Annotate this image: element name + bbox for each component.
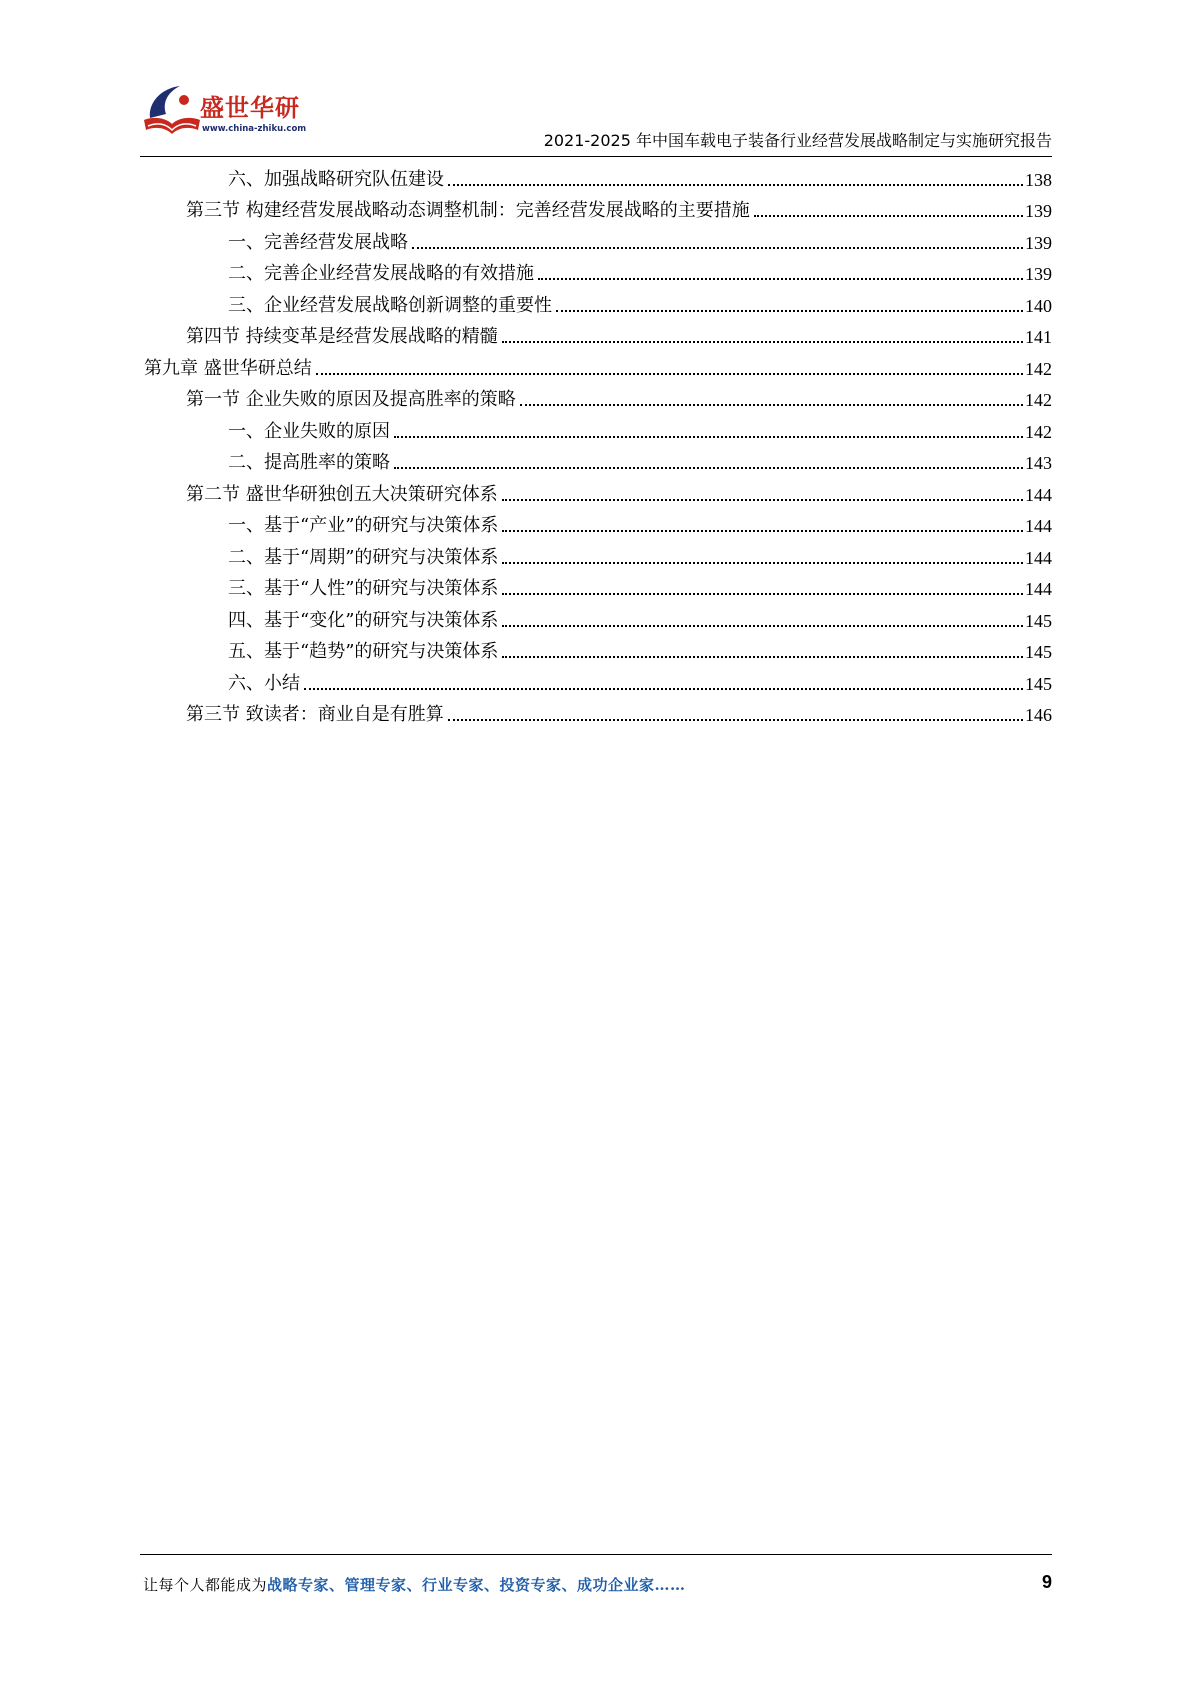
toc-entry[interactable] — [140, 381, 1052, 413]
toc-entry-label: 二、基于“周期”的研究与决策体系 — [228, 546, 499, 568]
toc-leader-dots — [502, 562, 1023, 564]
toc-entry[interactable] — [140, 507, 1052, 539]
toc-entry-label: 第三节 致读者：商业自是有胜算 — [186, 704, 444, 725]
toc-entry-label: 第九章 盛世华研总结 — [144, 357, 312, 379]
toc-entry-page: 142 — [1025, 390, 1052, 410]
toc-entry-page: 144 — [1025, 484, 1052, 505]
toc-entry[interactable] — [140, 601, 1052, 633]
toc-entry[interactable] — [140, 538, 1052, 570]
toc-entry-label: 第三节 构建经营发展战略动态调整机制：完善经营发展战略的主要措施 — [186, 200, 750, 221]
toc-entry[interactable] — [140, 633, 1052, 665]
toc-entry-label: 二、完善企业经营发展战略的有效措施 — [228, 263, 534, 284]
toc-entry-page: 143 — [1025, 453, 1052, 473]
toc-entry-page: 145 — [1025, 673, 1052, 694]
toc-entry-label: 六、加强战略研究队伍建设 — [228, 168, 444, 190]
logo-text: 盛世华研 — [200, 94, 300, 122]
toc-leader-dots — [754, 215, 1023, 217]
toc-entry-page: 144 — [1025, 579, 1052, 599]
footer-slogan — [143, 1574, 686, 1595]
toc-entry-label: 第二节 盛世华研独创五大决策研究体系 — [186, 483, 498, 505]
toc-leader-dots — [502, 499, 1023, 501]
toc-entry-page: 139 — [1025, 201, 1052, 221]
toc-entry-label: 第四节 持续变革是经营发展战略的精髓 — [186, 326, 498, 347]
toc-entry-label: 一、基于“产业”的研究与决策体系 — [228, 515, 499, 536]
toc-entry-label: 三、基于“人性”的研究与决策体系 — [228, 578, 499, 599]
toc-entry[interactable] — [140, 223, 1052, 255]
toc-entry-label: 一、完善经营发展战略 — [228, 231, 408, 253]
toc-entry-page: 138 — [1025, 169, 1052, 190]
toc-leader-dots — [520, 404, 1023, 406]
toc-entry[interactable] — [140, 570, 1052, 602]
footer-slogan-prefix: 让每个人都能成为 — [143, 1576, 268, 1594]
toc-entry[interactable] — [140, 255, 1052, 287]
toc-entry-label: 四、基于“变化”的研究与决策体系 — [228, 609, 499, 631]
toc-entry-page: 146 — [1025, 705, 1052, 725]
toc-entry-label: 六、小结 — [228, 672, 300, 694]
page-header — [140, 80, 1052, 160]
table-of-contents — [140, 160, 1052, 727]
company-logo — [140, 80, 315, 150]
toc-entry[interactable] — [140, 318, 1052, 350]
toc-entry-page: 142 — [1025, 421, 1052, 442]
toc-entry-label: 一、企业失败的原因 — [228, 420, 390, 442]
document-title: 2021-2025 年中国车载电子装备行业经营发展战略制定与实施研究报告 — [543, 131, 1052, 150]
toc-leader-dots — [556, 310, 1023, 312]
toc-entry-page: 142 — [1025, 358, 1052, 379]
toc-entry[interactable] — [140, 349, 1052, 381]
toc-entry-label: 二、提高胜率的策略 — [228, 452, 390, 473]
toc-leader-dots — [316, 373, 1023, 375]
toc-entry[interactable] — [140, 412, 1052, 444]
page-number: 9 — [1041, 1572, 1052, 1592]
toc-leader-dots — [502, 625, 1023, 627]
toc-entry-label: 第一节 企业失败的原因及提高胜率的策略 — [186, 389, 516, 410]
toc-leader-dots — [502, 656, 1023, 658]
toc-entry-page: 144 — [1025, 516, 1052, 536]
toc-entry[interactable] — [140, 475, 1052, 507]
footer-divider — [140, 1554, 1052, 1555]
logo-url: www.china-zhiku.com — [202, 124, 307, 134]
toc-leader-dots — [412, 247, 1023, 249]
toc-entry[interactable] — [140, 192, 1052, 224]
logo-emblem-icon — [140, 80, 202, 140]
toc-leader-dots — [538, 278, 1023, 280]
toc-entry-page: 145 — [1025, 642, 1052, 662]
toc-entry-page: 141 — [1025, 327, 1052, 347]
toc-entry-page: 144 — [1025, 547, 1052, 568]
toc-entry-page: 139 — [1025, 264, 1052, 284]
toc-entry[interactable] — [140, 160, 1052, 192]
toc-entry-page: 145 — [1025, 610, 1052, 631]
toc-entry-page: 139 — [1025, 232, 1052, 253]
header-divider — [140, 156, 1052, 157]
toc-leader-dots — [448, 184, 1023, 186]
footer-slogan-highlight: 战略专家、管理专家、行业专家、投资专家、成功企业家…… — [267, 1576, 686, 1594]
toc-leader-dots — [304, 688, 1023, 690]
toc-leader-dots — [394, 467, 1023, 469]
toc-leader-dots — [502, 593, 1023, 595]
toc-leader-dots — [502, 530, 1023, 532]
toc-leader-dots — [448, 719, 1023, 721]
toc-entry[interactable] — [140, 696, 1052, 728]
toc-entry[interactable] — [140, 444, 1052, 476]
toc-leader-dots — [502, 341, 1023, 343]
toc-entry-label: 五、基于“趋势”的研究与决策体系 — [228, 641, 499, 662]
toc-entry-label: 三、企业经营发展战略创新调整的重要性 — [228, 294, 552, 316]
toc-leader-dots — [394, 436, 1023, 438]
toc-entry[interactable] — [140, 664, 1052, 696]
toc-entry-page: 140 — [1025, 295, 1052, 316]
toc-entry[interactable] — [140, 286, 1052, 318]
